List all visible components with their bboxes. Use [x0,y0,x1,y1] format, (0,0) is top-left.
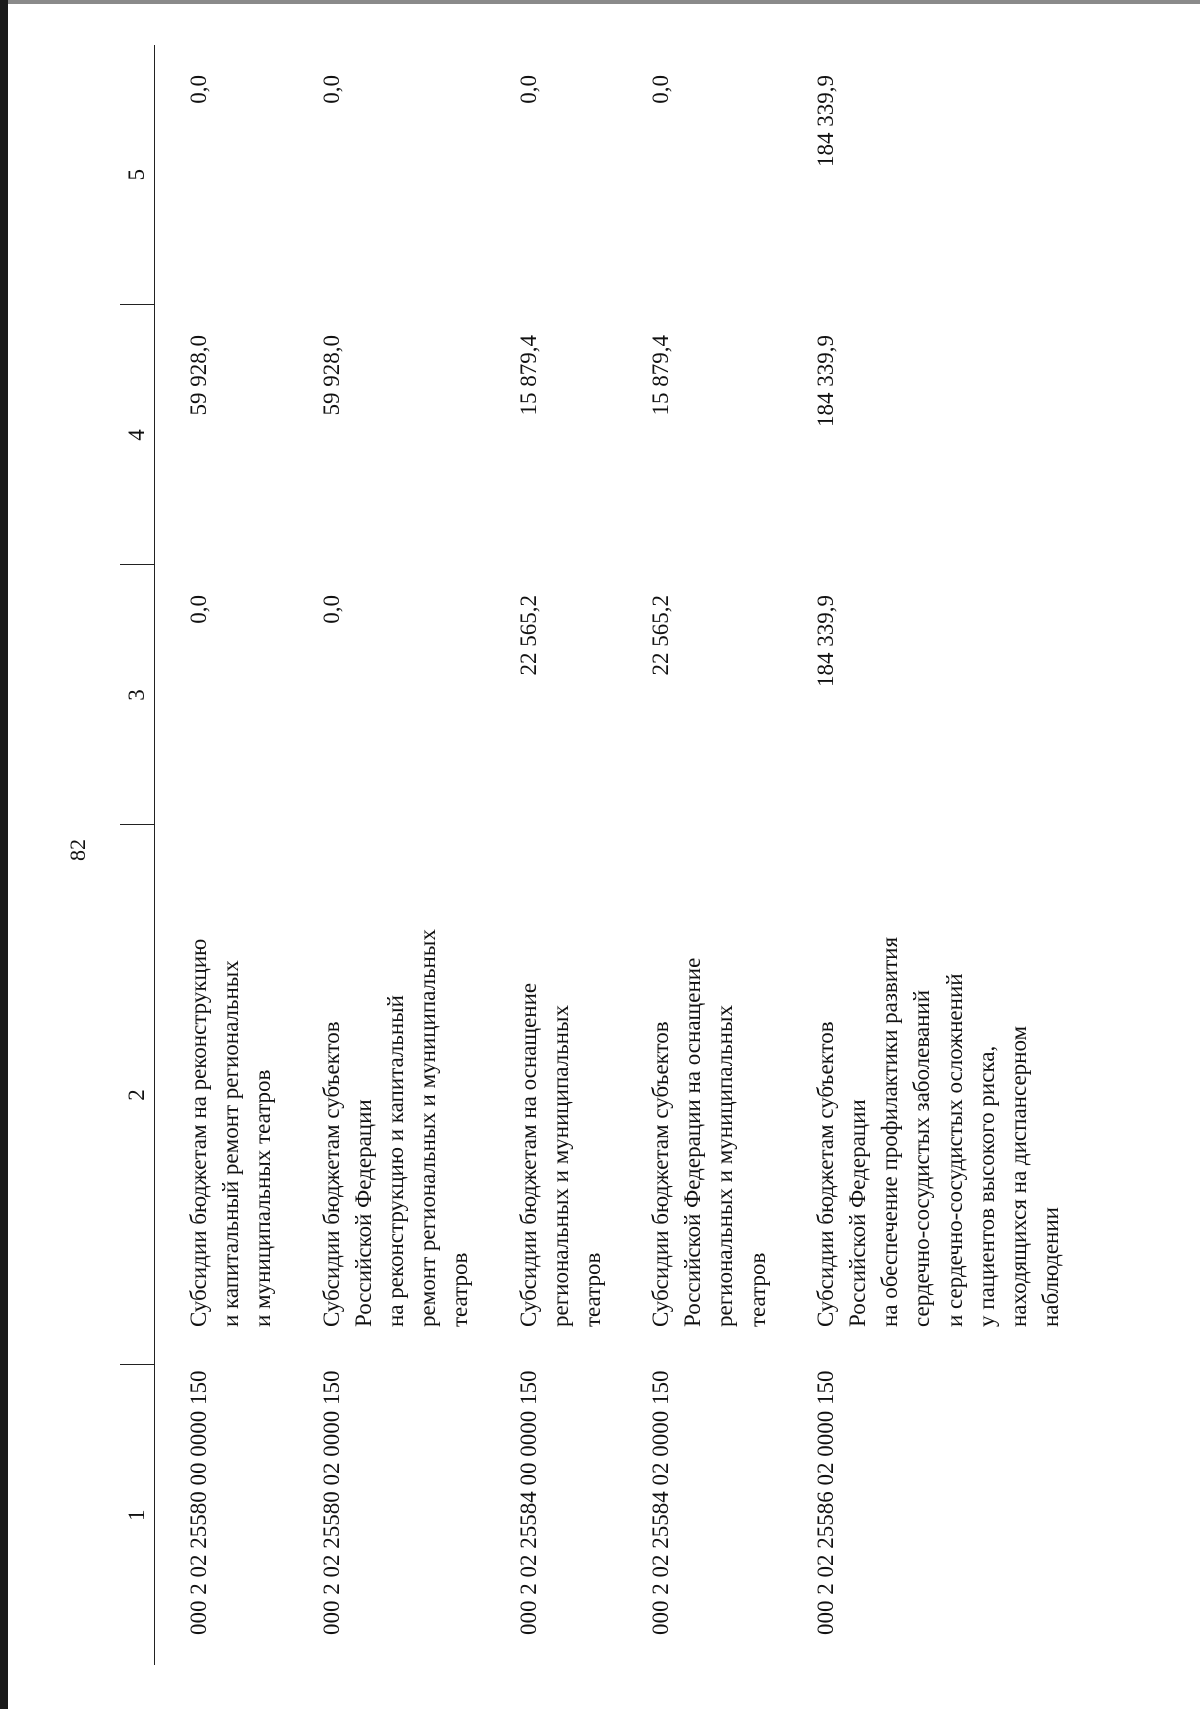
description-line: и капитальный ремонт региональных [218,960,244,1327]
description-line: Субсидии бюджетам субъектов [648,1021,674,1327]
description-line: театров [447,1252,473,1327]
description-line: ремонт региональных и муниципальных [415,929,441,1327]
description-line: Субсидии бюджетам на реконструкцию [186,938,211,1327]
amount-col5-cell: 0,0 [648,75,674,104]
description-cell [485,825,618,1365]
budget-code-cell: 000 2 02 25580 02 0000 150 [318,1370,344,1635]
budget-table [120,45,1088,1665]
amount-col4-cell: 59 928,0 [318,335,344,416]
column-header-5: 5 [120,45,155,305]
description-line: Российской Федерации на оснащение [680,957,706,1327]
description-line: на реконструкцию и капитальный [382,995,408,1327]
column-header-4: 4 [120,305,155,565]
description-line: Субсидии бюджетам субъектов [812,1021,838,1327]
description-line: и сердечно-сосудистых осложнений [941,973,967,1327]
amount-col3-cell: 0,0 [318,595,344,624]
amount-col3-cell: 22 565,2 [515,595,541,676]
table-row [155,45,288,1665]
amount-col5-cell: 184 339,9 [812,75,838,167]
description-line: Российской Федерации [845,1099,870,1327]
description-cell [782,825,1088,1365]
scan-edge-top [0,0,1200,4]
description-line: и муниципальных театров [250,1069,276,1327]
amount-col3-cell: 184 339,9 [812,595,838,687]
table-row [617,45,782,1665]
amount-col3-cell: 0,0 [186,595,211,624]
description-line: находящихся на диспансерном [1005,1025,1031,1327]
column-header-2: 2 [120,825,155,1365]
page-number: 82 [65,839,90,861]
amount-col4-cell: 59 928,0 [186,335,211,416]
amount-col5-cell: 0,0 [515,75,541,104]
amount-col4-cell: 15 879,4 [648,335,674,416]
description-line: Российской Федерации [350,1099,376,1327]
description-cell [617,825,782,1365]
description-line: театров [579,1252,605,1327]
description-line: у пациентов высокого риска, [973,1045,999,1327]
amount-col5-cell: 0,0 [318,75,344,104]
amount-col3-cell: 22 565,2 [648,595,674,676]
description-line: сердечно-сосудистых заболеваний [909,989,935,1327]
column-header-3: 3 [120,565,155,825]
budget-code-cell: 000 2 02 25580 00 0000 150 [186,1370,211,1635]
description-line: Субсидии бюджетам на оснащение [515,982,541,1327]
description-cell [288,825,485,1365]
description-line: на обеспечение профилактики развития [877,936,903,1327]
table-row [288,45,485,1665]
table-header-row [120,45,155,1665]
budget-code-cell: 000 2 02 25586 02 0000 150 [812,1370,838,1635]
table-row [485,45,618,1665]
budget-code-cell: 000 2 02 25584 02 0000 150 [648,1370,674,1635]
scan-edge-left [0,0,8,1709]
table-row [782,45,1088,1665]
description-line: региональных и муниципальных [712,1005,738,1327]
description-line: театров [744,1252,770,1327]
description-line: наблюдении [1038,1207,1064,1327]
description-line: региональных и муниципальных [547,1005,573,1327]
budget-code-cell: 000 2 02 25584 00 0000 150 [515,1370,541,1635]
amount-col5-cell: 0,0 [186,75,211,104]
amount-col4-cell: 15 879,4 [515,335,541,416]
description-line: Субсидии бюджетам субъектов [318,1021,344,1327]
column-header-1: 1 [120,1365,155,1665]
rotated-budget-table-sheet [120,45,1120,1665]
description-cell [155,825,288,1365]
amount-col4-cell: 184 339,9 [812,335,838,427]
